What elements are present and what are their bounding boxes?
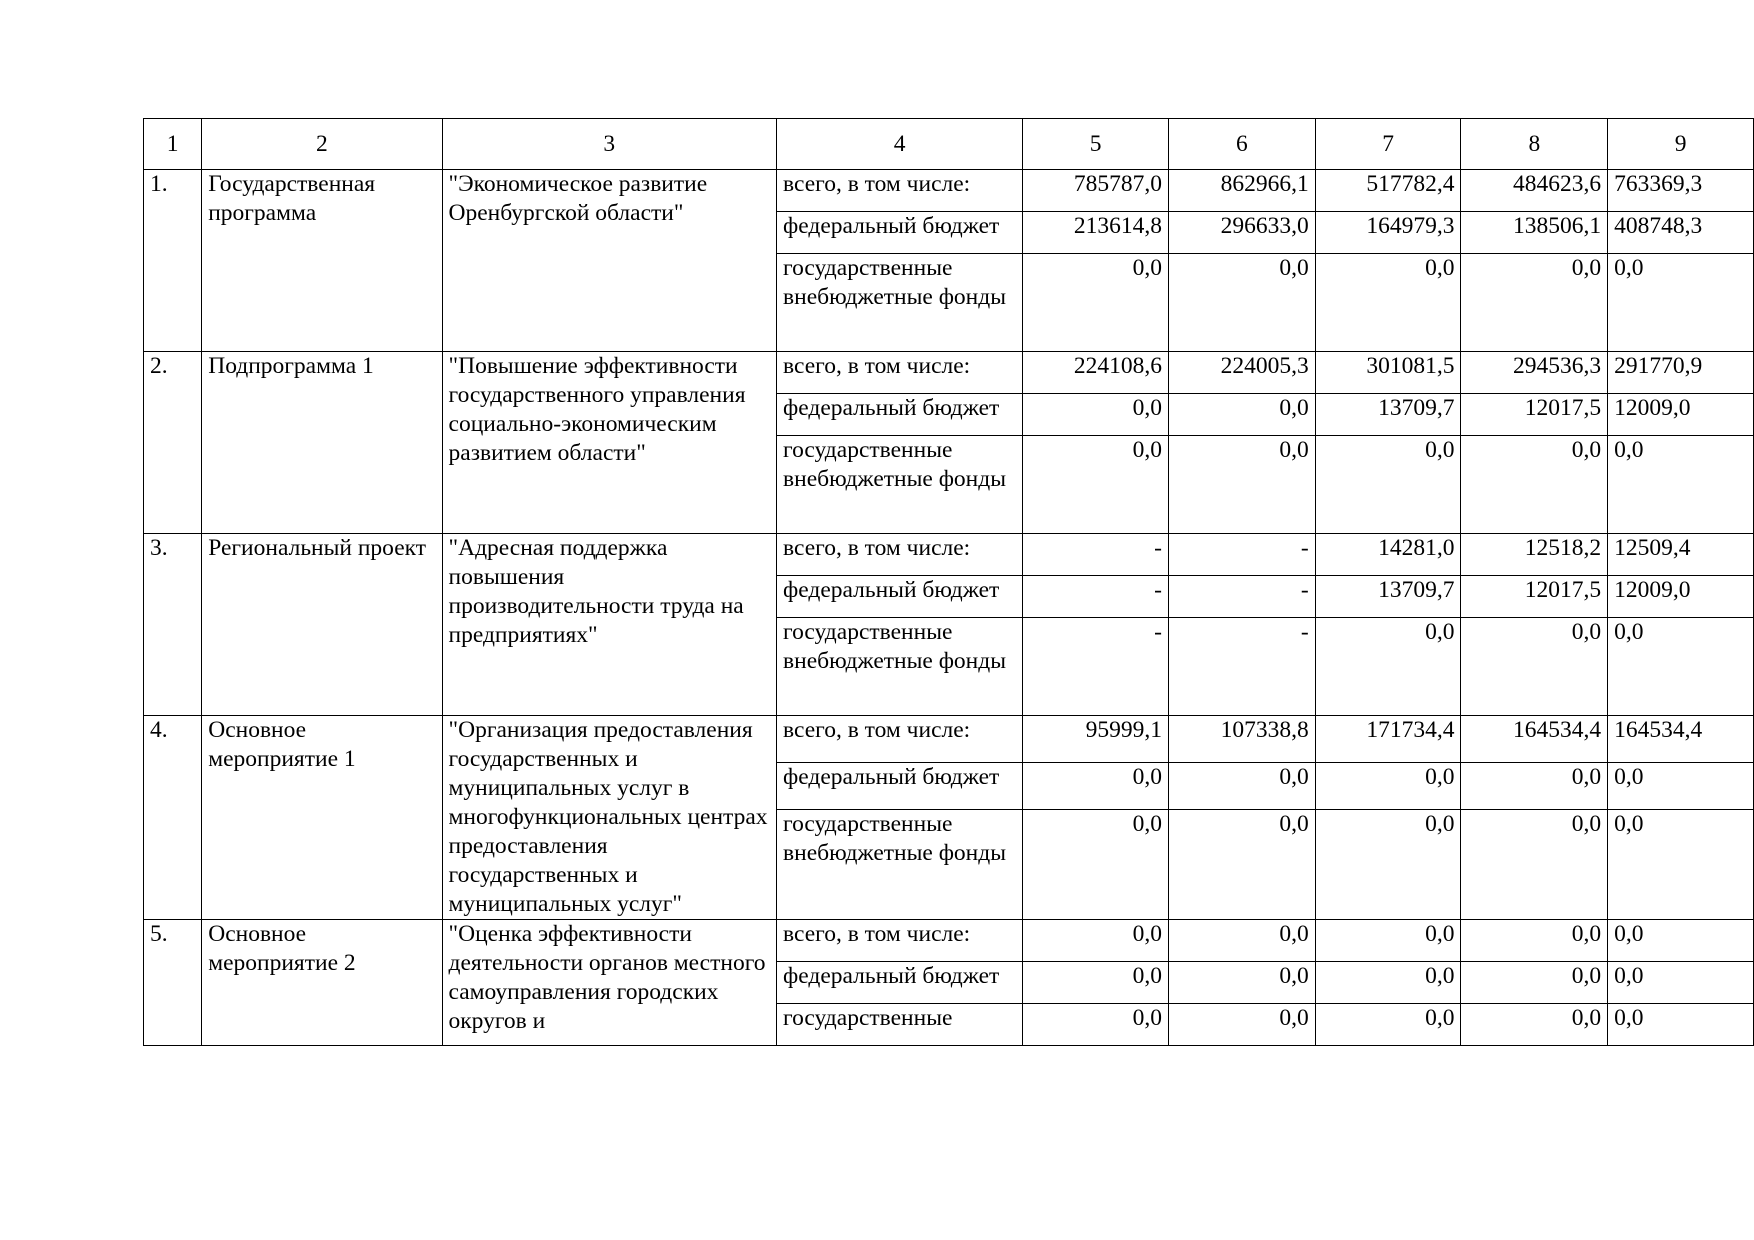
row-number: 5. <box>144 920 202 1046</box>
amount-cell: 0,0 <box>1023 1004 1169 1046</box>
amount-cell: 0,0 <box>1315 763 1461 810</box>
funding-source: государственные внебюджетные фонды <box>777 254 1023 352</box>
amount-cell: 164534,4 <box>1461 716 1608 763</box>
amount-cell: - <box>1023 576 1169 618</box>
amount-cell: 0,0 <box>1023 962 1169 1004</box>
amount-cell: 12017,5 <box>1461 394 1608 436</box>
amount-cell: 0,0 <box>1023 394 1169 436</box>
amount-cell: 0,0 <box>1315 962 1461 1004</box>
table-row <box>144 920 1754 962</box>
amount-cell: 0,0 <box>1461 763 1608 810</box>
amount-cell: 0,0 <box>1461 962 1608 1004</box>
item-type: Основное мероприятие 2 <box>202 920 442 1046</box>
amount-cell: 0,0 <box>1608 920 1754 962</box>
amount-cell: 0,0 <box>1023 254 1169 352</box>
item-title: "Экономическое развитие Оренбургской области" <box>442 170 777 352</box>
amount-cell: 0,0 <box>1461 920 1608 962</box>
amount-cell: 213614,8 <box>1023 212 1169 254</box>
amount-cell: 0,0 <box>1315 920 1461 962</box>
funding-source: федеральный бюджет <box>777 576 1023 618</box>
amount-cell: 0,0 <box>1168 1004 1315 1046</box>
header-cell: 3 <box>442 119 777 170</box>
table-row <box>144 352 1754 394</box>
amount-cell: 0,0 <box>1315 618 1461 716</box>
amount-cell: 296633,0 <box>1168 212 1315 254</box>
amount-cell: 12009,0 <box>1608 576 1754 618</box>
funding-source: федеральный бюджет <box>777 763 1023 810</box>
header-cell: 2 <box>202 119 442 170</box>
amount-cell: 164534,4 <box>1608 716 1754 763</box>
funding-source: всего, в том числе: <box>777 352 1023 394</box>
amount-cell: 107338,8 <box>1168 716 1315 763</box>
amount-cell: 0,0 <box>1023 920 1169 962</box>
amount-cell: 171734,4 <box>1315 716 1461 763</box>
amount-cell: 785787,0 <box>1023 170 1169 212</box>
amount-cell: 763369,3 <box>1608 170 1754 212</box>
amount-cell: 164979,3 <box>1315 212 1461 254</box>
amount-cell: 484623,6 <box>1461 170 1608 212</box>
amount-cell: - <box>1023 618 1169 716</box>
amount-cell: 0,0 <box>1023 810 1169 920</box>
row-number: 3. <box>144 534 202 716</box>
amount-cell: 862966,1 <box>1168 170 1315 212</box>
funding-source: всего, в том числе: <box>777 920 1023 962</box>
funding-source: государственные внебюджетные фонды <box>777 436 1023 534</box>
amount-cell: 0,0 <box>1461 436 1608 534</box>
budget-table <box>143 118 1754 1046</box>
amount-cell: 0,0 <box>1168 810 1315 920</box>
amount-cell: - <box>1168 534 1315 576</box>
amount-cell: 14281,0 <box>1315 534 1461 576</box>
amount-cell: 0,0 <box>1168 436 1315 534</box>
table-row <box>144 534 1754 576</box>
amount-cell: 301081,5 <box>1315 352 1461 394</box>
row-number: 1. <box>144 170 202 352</box>
amount-cell: 0,0 <box>1168 254 1315 352</box>
row-number: 4. <box>144 716 202 920</box>
amount-cell: 0,0 <box>1461 254 1608 352</box>
item-type: Подпрограмма 1 <box>202 352 442 534</box>
item-title: "Повышение эффективности государственного управления социально-экономическим развитием области" <box>442 352 777 534</box>
amount-cell: 517782,4 <box>1315 170 1461 212</box>
funding-source: всего, в том числе: <box>777 170 1023 212</box>
amount-cell: 0,0 <box>1608 1004 1754 1046</box>
amount-cell: 294536,3 <box>1461 352 1608 394</box>
funding-source: государственные внебюджетные фонды <box>777 810 1023 920</box>
row-number: 2. <box>144 352 202 534</box>
amount-cell: 0,0 <box>1461 810 1608 920</box>
amount-cell: 0,0 <box>1461 618 1608 716</box>
table-row <box>144 170 1754 212</box>
amount-cell: 13709,7 <box>1315 394 1461 436</box>
funding-source: всего, в том числе: <box>777 534 1023 576</box>
amount-cell: - <box>1168 618 1315 716</box>
amount-cell: 0,0 <box>1608 618 1754 716</box>
amount-cell: 0,0 <box>1315 1004 1461 1046</box>
header-cell: 4 <box>777 119 1023 170</box>
amount-cell: 0,0 <box>1315 810 1461 920</box>
amount-cell: 12009,0 <box>1608 394 1754 436</box>
funding-source: всего, в том числе: <box>777 716 1023 763</box>
item-title: "Организация предоставления государственных и муниципальных услуг в многофункциональных центрах предоставления государственных и муниципальных услуг" <box>442 716 777 920</box>
amount-cell: 0,0 <box>1608 810 1754 920</box>
amount-cell: 0,0 <box>1315 436 1461 534</box>
amount-cell: 0,0 <box>1608 436 1754 534</box>
amount-cell: 0,0 <box>1315 254 1461 352</box>
amount-cell: 0,0 <box>1608 254 1754 352</box>
amount-cell: 13709,7 <box>1315 576 1461 618</box>
amount-cell: 0,0 <box>1023 763 1169 810</box>
funding-source: федеральный бюджет <box>777 962 1023 1004</box>
amount-cell: 0,0 <box>1168 920 1315 962</box>
amount-cell: 408748,3 <box>1608 212 1754 254</box>
funding-source: государственные <box>777 1004 1023 1046</box>
funding-source: федеральный бюджет <box>777 394 1023 436</box>
amount-cell: 224108,6 <box>1023 352 1169 394</box>
header-cell: 6 <box>1168 119 1315 170</box>
header-row <box>144 119 1754 170</box>
table-row <box>144 716 1754 763</box>
amount-cell: - <box>1168 576 1315 618</box>
header-cell: 8 <box>1461 119 1608 170</box>
header-cell: 7 <box>1315 119 1461 170</box>
amount-cell: 12509,4 <box>1608 534 1754 576</box>
amount-cell: 291770,9 <box>1608 352 1754 394</box>
item-type: Региональный проект <box>202 534 442 716</box>
amount-cell: 12518,2 <box>1461 534 1608 576</box>
header-cell: 1 <box>144 119 202 170</box>
header-cell: 5 <box>1023 119 1169 170</box>
amount-cell: 12017,5 <box>1461 576 1608 618</box>
amount-cell: 138506,1 <box>1461 212 1608 254</box>
header-cell: 9 <box>1608 119 1754 170</box>
amount-cell: 0,0 <box>1608 763 1754 810</box>
item-title: "Адресная поддержка повышения производительности труда на предприятиях" <box>442 534 777 716</box>
amount-cell: 0,0 <box>1461 1004 1608 1046</box>
item-title: "Оценка эффективности деятельности органов местного самоуправления городских округов и <box>442 920 777 1046</box>
item-type: Основное мероприятие 1 <box>202 716 442 920</box>
item-type: Государственная программа <box>202 170 442 352</box>
amount-cell: 224005,3 <box>1168 352 1315 394</box>
amount-cell: 95999,1 <box>1023 716 1169 763</box>
amount-cell: - <box>1023 534 1169 576</box>
amount-cell: 0,0 <box>1168 962 1315 1004</box>
funding-source: федеральный бюджет <box>777 212 1023 254</box>
amount-cell: 0,0 <box>1168 394 1315 436</box>
amount-cell: 0,0 <box>1608 962 1754 1004</box>
funding-source: государственные внебюджетные фонды <box>777 618 1023 716</box>
amount-cell: 0,0 <box>1168 763 1315 810</box>
amount-cell: 0,0 <box>1023 436 1169 534</box>
